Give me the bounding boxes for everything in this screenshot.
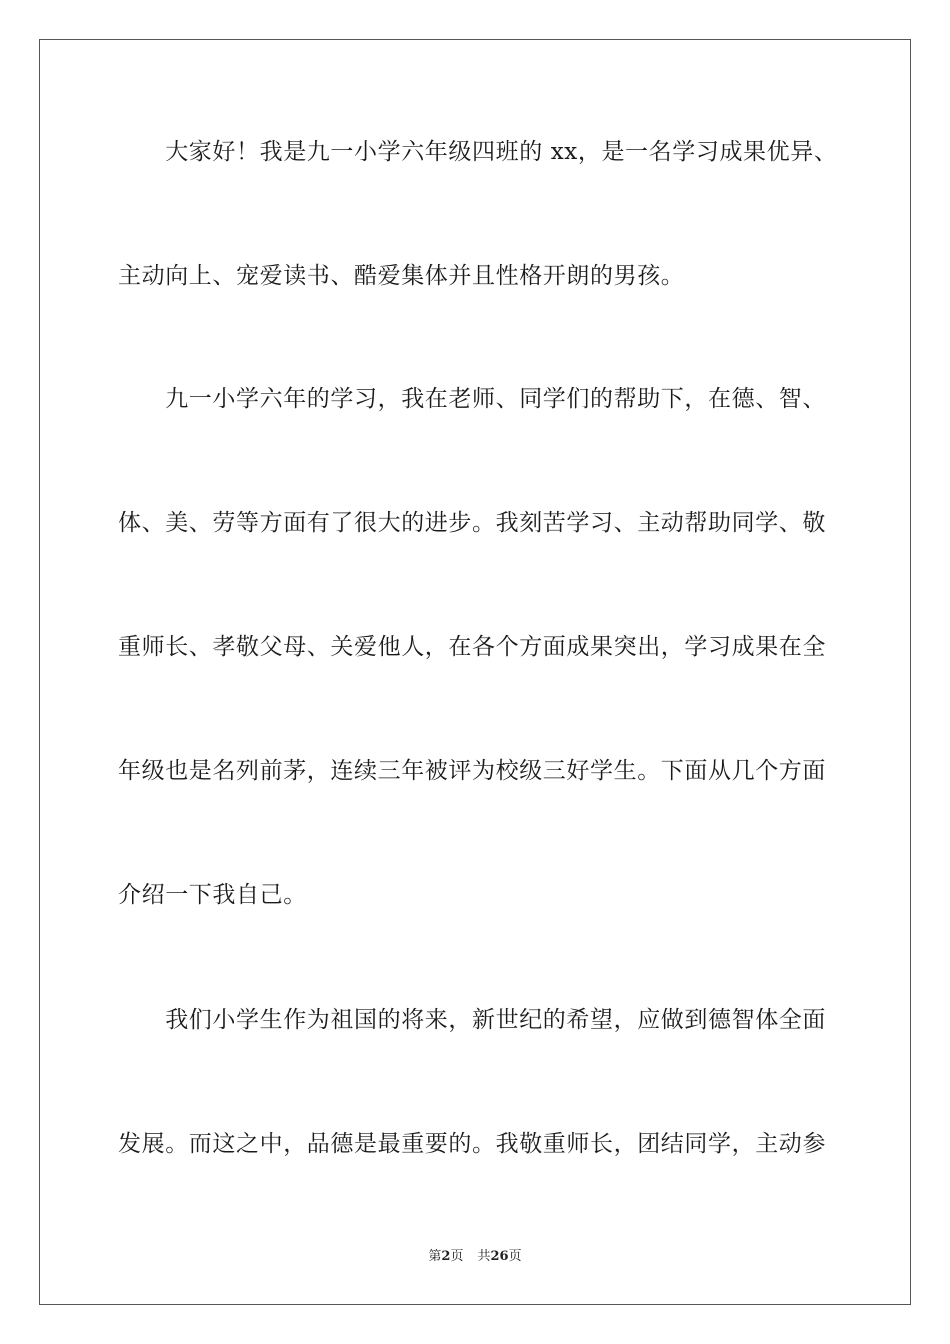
page-suffix: 页 <box>450 1249 464 1264</box>
text-line: 年级也是名列前茅，连续三年被评为校级三好学生。下面从几个方面 <box>118 758 826 784</box>
text-line: 介绍一下我自己。 <box>118 882 307 908</box>
total-suffix: 页 <box>508 1249 522 1264</box>
text-line: 我们小学生作为祖国的将来，新世纪的希望，应做到德智体全面 <box>118 1007 826 1033</box>
page-number: 2 <box>441 1249 451 1264</box>
total-pages: 26 <box>490 1249 509 1264</box>
text-line: 体、美、劳等方面有了很大的进步。我刻苦学习、主动帮助同学、敬 <box>118 510 826 536</box>
total-prefix: 共 <box>477 1249 491 1264</box>
page-footer <box>0 1248 950 1266</box>
text-line: 重师长、孝敬父母、关爱他人，在各个方面成果突出，学习成果在全 <box>118 634 826 660</box>
text-line: 主动向上、宠爱读书、酷爱集体并且性格开朗的男孩。 <box>118 263 685 289</box>
text-line: 大家好！我是九一小学六年级四班的 xx，是一名学习成果优异、 <box>118 139 838 165</box>
text-line: 九一小学六年的学习，我在老师、同学们的帮助下，在德、智、 <box>118 386 826 412</box>
page-prefix: 第 <box>428 1249 442 1264</box>
text-line: 发展。而这之中，品德是最重要的。我敬重师长，团结同学，主动参 <box>118 1131 826 1157</box>
page-border <box>39 39 911 1305</box>
